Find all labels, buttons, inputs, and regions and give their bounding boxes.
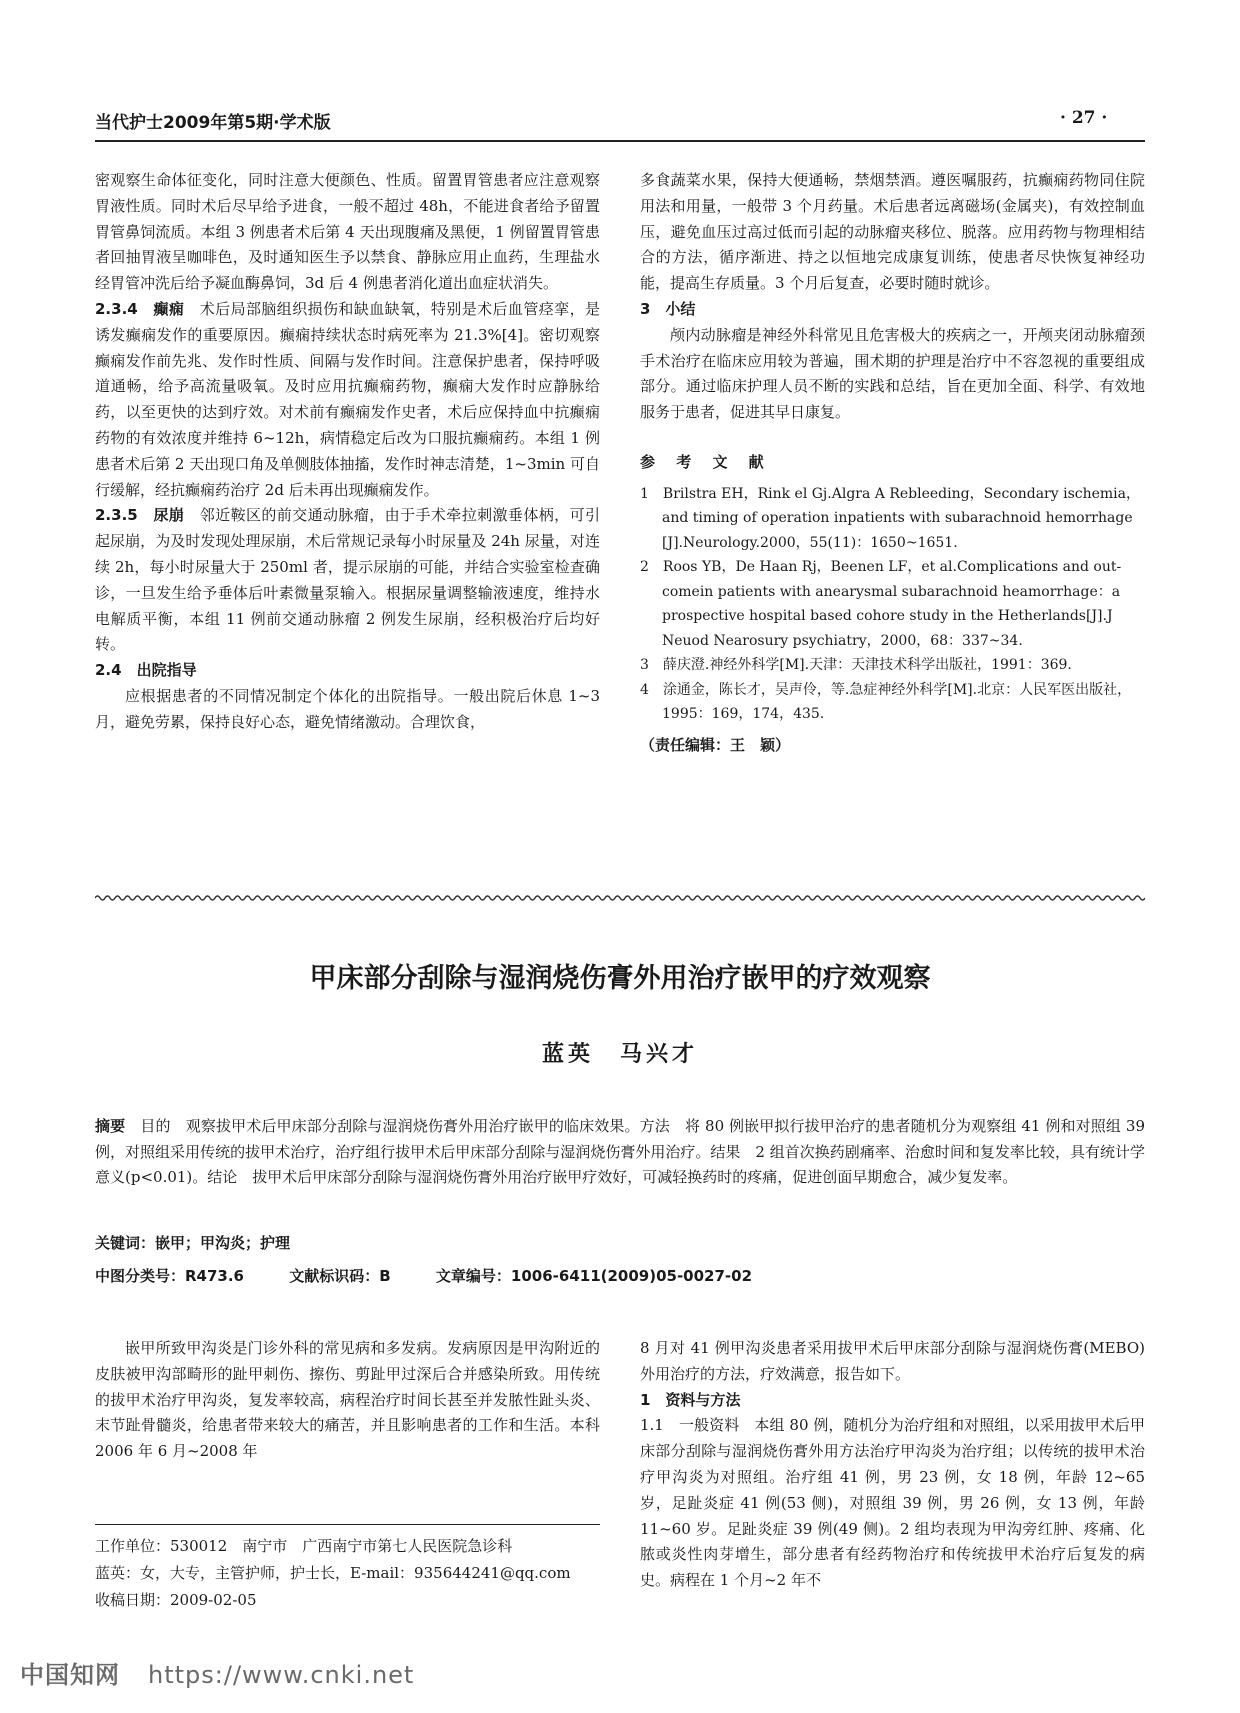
reference-item: 3 薛庆澄.神经外科学[M].天津：天津技术科学出版社，1991：369. [640,657,1072,674]
paragraph-epilepsy: 2.3.4 癫痫 术后局部脑组织损伤和缺血缺氧，特别是术后血管痉挛，是诱发癫痫发作的重要原因。癫痫持续状态时病死率为 21.3%[4]。密切观察癫痫发作前先兆、发作时性质、间隔与发作时间。注意保护患者，保持呼吸道通畅，给予高流量吸氧。及时应用抗癫痫药物，癫痫大发作时应静脉给药，以至更快的达到疗效。对术前有癫痫发作史者，术后应保持血中抗癫痫药物的有效浓度并维持 6~12h，病情稳定后改为口服抗癫痫药。本组 1 例患者术后第 2 天出现口角及单侧肢体抽搐，发作时神志清楚，1~3min 可自行缓解，经抗癫痫药治疗 2d 后未再出现癫痫发作。 [95,299,600,499]
reference-item: 4 涂通金，陈长才，吴声伶，等.急症神经外科学[M].北京：人民军医出版社，1995：169，174，435. [640,681,1132,723]
author-info: 蓝英：女，大专，主管护师，护士长，E-mail：935644241@qq.com [95,1564,571,1582]
section-heading: 3 小结 [640,299,696,318]
left-column-top [95,168,600,736]
article-number: 文章编号：1006-6411(2009)05-0027-02 [435,1267,753,1285]
paragraph: 应根据患者的不同情况制定个体化的出院指导。一般出院后休息 1~3 月，避免劳累，保持良好心态，避免情绪激动。合理饮食， [95,686,600,731]
left-column-bottom [95,1336,600,1465]
paragraph: 1.1 一般资料 本组 80 例，随机分为治疗组和对照组，以采用拔甲术后甲床部分刮除与湿润烧伤膏外用方法治疗甲沟炎为治疗组；以传统的拔甲术治疗甲沟炎为对照组。治疗组 41 例，男 23 例，女 18 例，年龄 12~65 岁，足趾炎症 41 例(53 侧)，对照组 39 例，男 26 例，女 13 例，年龄 11~60 岁。足趾炎症 39 例(49 侧)。2 组均表现为甲沟旁红肿、疼痛、化脓或炎性肉芽增生，部分患者有经药物治疗和传统拔甲术治疗后复发的病史。病程在 1 个月~2 年不 [640,1416,1145,1590]
clc-number: 中图分类号：R473.6 [95,1267,244,1285]
reference-item: 1 Brilstra EH，Rink el Gj.Algra A Rebleeding，Secondary ischemia，and timing of operation inpatients with subarachnoid hemorrhage [J].Neurology.2000，55(11)：1650~1651. [640,485,1141,551]
journal-header: 当代护士2009年第5期·学术版 [95,113,331,133]
wavy-divider [95,893,1145,903]
cnki-url[interactable]: https://www.cnki.net [148,1661,415,1689]
references-title: 参 考 文 献 [640,452,772,471]
cnki-logo-text: 中国知网 [20,1661,120,1689]
section-heading: 2.4 出院指导 [95,661,197,680]
work-unit: 工作单位：530012 南宁市 广西南宁市第七人民医院急诊科 [95,1537,513,1555]
section-heading: 2.3.4 癫痫 [95,299,185,318]
page-number: · 27 · [1060,108,1108,128]
document-code: 文献标识码：B [289,1267,391,1285]
paragraph: 嵌甲所致甲沟炎是门诊外科的常见病和多发病。发病原因是甲沟附近的皮肤被甲沟部畸形的趾甲刺伤、擦伤、剪趾甲过深后合并感染所致。用传统的拔甲术治疗甲沟炎，复发率较高，病程治疗时间长甚至并发脓性趾头炎、末节趾骨髓炎，给患者带来较大的痛苦，并且影响患者的工作和生活。本科 2006 年 6 月~2008 年 [95,1339,600,1461]
footnote-rule [95,1524,600,1525]
header-rule [95,140,1145,142]
reference-item: 2 Roos YB，De Haan Rj，Beenen LF，et al.Complications and out-comein patients with anearysmal subarachnoid heamorrhage：a prospective hospital based cohore study in the Hetherlands[J].J Neuod Nearosury psychiatry，2000，68：337~34. [640,559,1122,649]
article-authors: 蓝英 马兴才 [541,1041,698,1067]
section-heading: 2.3.5 尿崩 [95,506,185,525]
abstract-text: 目的 观察拔甲术后甲床部分刮除与湿润烧伤膏外用治疗嵌甲的临床效果。方法 将 80 例嵌甲拟行拔甲治疗的患者随机分为观察组 41 例和对照组 39 例，对照组采用传统的拔甲术治疗，治疗组行拔甲术后甲床部分刮除与湿润烧伤膏外用治疗。结果 2 组首次换药剧痛率、治愈时间和复发率比较，具有统计学意义(p<0.01)。结论 拔甲术后甲床部分刮除与湿润烧伤膏外用治疗嵌甲疗效好，可减轻换药时的疼痛，促进创面早期愈合，减少复发率。 [95,1117,1145,1186]
keywords: 关键词：嵌甲；甲沟炎；护理 [95,1234,291,1252]
cnki-watermark [20,1655,414,1690]
received-date: 收稿日期：2009-02-05 [95,1591,257,1609]
paragraph: 多食蔬菜水果，保持大便通畅，禁烟禁酒。遵医嘱服药，抗癫痫药物同住院用法和用量，一般带 3 个月药量。术后患者远离磁场(金属夹)，有效控制血压，避免血压过高过低而引起的动脉瘤夹移位、脱落。应用药物与物理相结合的方法，循序渐进、持之以恒地完成康复训练，使患者尽快恢复神经功能，提高生存质量。3 个月后复查，必要时随时就诊。 [640,171,1145,293]
article-metadata [95,1265,1145,1286]
paragraph: 颅内动脉瘤是神经外科常见且危害极大的疾病之一，开颅夹闭动脉瘤颈手术治疗在临床应用较为普遍，围术期的护理是治疗中不容忽视的重要组成部分。通过临床护理人员不断的实践和总结，旨在更加全面、科学、有效地服务于患者，促进其早日康复。 [640,325,1145,422]
paragraph: 8 月对 41 例甲沟炎患者采用拔甲术后甲床部分刮除与湿润烧伤膏(MEBO)外用治疗的方法，疗效满意，报告如下。 [640,1339,1145,1383]
paragraph-diabetes-insipidus: 2.3.5 尿崩 邻近鞍区的前交通动脉瘤，由于手术牵拉刺激垂体柄，可引起尿崩，为及时发现处理尿崩，术后常规记录每小时尿量及 24h 尿量，对连续 2h，每小时尿量大于 250ml 者，提示尿崩的可能，并结合实验室检查确诊，一旦发生给予垂体后叶素微量泵输入。根据尿量调整输液速度，维持水电解质平衡，本组 11 例前交通动脉瘤 2 例发生尿崩，经积极治疗后均好转。 [95,506,600,654]
footnote [95,1533,600,1614]
abstract [95,1114,1145,1191]
right-column-bottom [640,1336,1145,1594]
responsible-editor: （责任编辑：王 颖） [640,735,791,754]
article-title: 甲床部分刮除与湿润烧伤膏外用治疗嵌甲的疗效观察 [309,963,931,994]
paragraph: 密观察生命体征变化，同时注意大便颜色、性质。留置胃管患者应注意观察胃液性质。同时术后尽早给予进食，一般不超过 48h，不能进食者给予留置胃管鼻饲流质。本组 3 例患者术后第 4 天出现腹痛及黑便，1 例留置胃管患者回抽胃液呈咖啡色，及时通知医生予以禁食、静脉应用止血药，生理盐水经胃管冲洗后给予凝血酶鼻饲，3d 后 4 例患者消化道出血症状消失。 [95,171,600,293]
reference-list [640,482,1145,727]
section-heading: 1 资料与方法 [640,1390,741,1409]
right-column-top [640,168,1145,759]
abstract-label: 摘要 [95,1117,126,1135]
